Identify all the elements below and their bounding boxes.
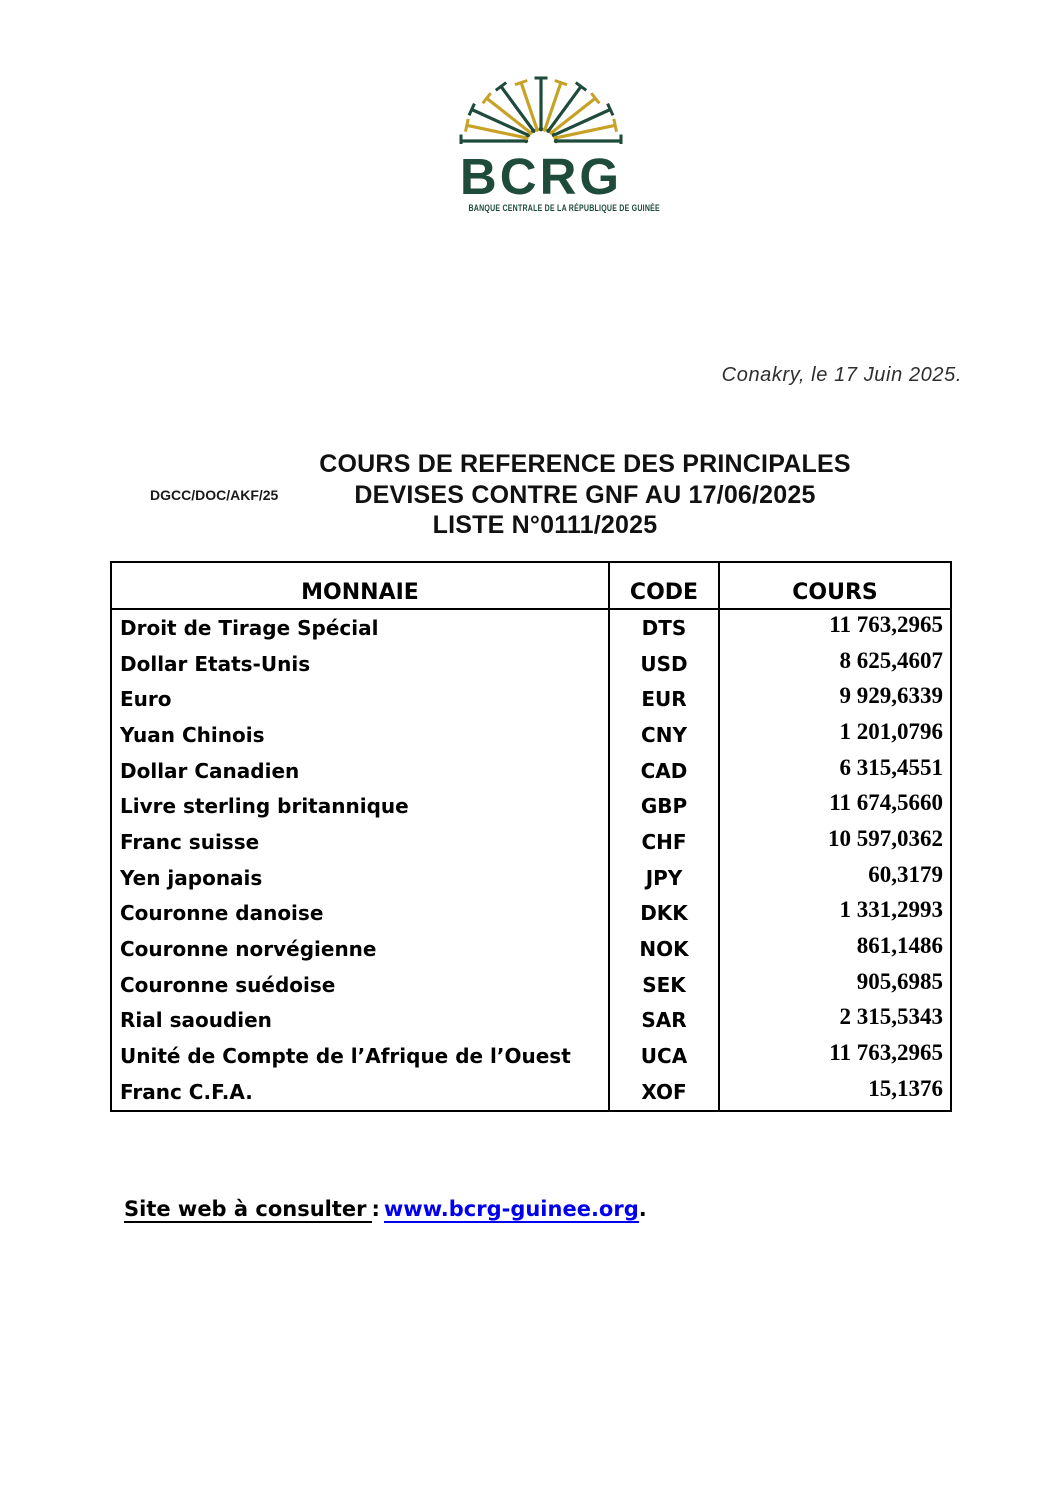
period: . [638, 1197, 647, 1221]
header-monnaie: MONNAIE [301, 580, 419, 605]
title-line-2: DEVISES CONTRE GNF AU 17/06/2025 [354, 480, 816, 509]
website-link[interactable]: www.bcrg-guinee.org [383, 1197, 639, 1221]
cell-code: GBP [608, 788, 720, 824]
cell-cours [720, 681, 950, 717]
cours-value: 6 315,4551 [839, 754, 943, 780]
cell-code: CNY [608, 717, 720, 753]
cell-code: DTS [608, 610, 720, 646]
cell-code: EUR [608, 681, 720, 717]
colon-separator: : [371, 1197, 380, 1221]
cell-cours [720, 824, 950, 860]
table-row [112, 788, 950, 824]
cell-monnaie: Droit de Tirage Spécial [120, 615, 379, 640]
cours-value: 9 929,6339 [839, 683, 943, 709]
cell-cours [720, 860, 950, 896]
bcrg-fan-icon [455, 70, 627, 144]
table-row [112, 824, 950, 860]
bcrg-acronym: BCRG [459, 148, 623, 205]
cours-value: 11 674,5660 [829, 790, 943, 816]
table-row [112, 1074, 950, 1110]
cell-cours [720, 788, 950, 824]
table-row [112, 1003, 950, 1039]
cours-value: 60,3179 [868, 861, 943, 887]
cell-code: XOF [608, 1074, 720, 1110]
cell-monnaie: Dollar Etats-Unis [120, 651, 311, 676]
cell-code: USD [608, 646, 720, 682]
title-line-3: LISTE N°0111/2025 [432, 511, 658, 539]
cell-cours [720, 717, 950, 753]
cell-monnaie: Yen japonais [120, 865, 263, 890]
cell-code: SAR [608, 1003, 720, 1039]
table-row [112, 860, 950, 896]
bcrg-logo [443, 70, 660, 214]
cours-value: 905,6985 [856, 968, 943, 994]
table-row [112, 717, 950, 753]
table-row [112, 1038, 950, 1074]
cours-value: 11 763,2965 [829, 611, 943, 637]
cell-cours [720, 896, 950, 932]
bcrg-tagline: BANQUE CENTRALE DE LA RÉPUBLIQUE DE GUINÉE [468, 203, 660, 214]
cell-cours [720, 610, 950, 646]
cell-code: CAD [608, 753, 720, 789]
cell-monnaie: Yuan Chinois [120, 722, 265, 747]
table-row [112, 896, 950, 932]
cell-cours [720, 931, 950, 967]
cell-monnaie: Euro [120, 687, 172, 712]
cell-code: JPY [608, 860, 720, 896]
cell-monnaie: Couronne danoise [120, 901, 324, 926]
exchange-rate-table [110, 561, 952, 1112]
cell-monnaie: Couronne suédoise [120, 972, 336, 997]
cell-code: CHF [608, 824, 720, 860]
cell-monnaie: Franc C.F.A. [120, 1079, 253, 1104]
table-header-row [112, 563, 950, 610]
cell-monnaie: Dollar Canadien [120, 758, 300, 783]
cours-value: 1 331,2993 [839, 897, 943, 923]
table-row [112, 646, 950, 682]
cell-code: NOK [608, 931, 720, 967]
dateline: Conakry, le 17 Juin 2025. [721, 364, 962, 386]
cell-monnaie: Rial saoudien [120, 1008, 272, 1033]
cours-value: 861,1486 [856, 933, 943, 959]
cell-cours [720, 646, 950, 682]
cours-value: 1 201,0796 [839, 718, 943, 744]
cell-code: UCA [608, 1038, 720, 1074]
header-cours: COURS [792, 580, 878, 605]
cours-value: 15,1376 [868, 1075, 943, 1101]
document-title [285, 449, 885, 541]
cell-monnaie: Franc suisse [120, 829, 260, 854]
cours-value: 11 763,2965 [829, 1040, 943, 1066]
table-row [112, 610, 950, 646]
rates-table-body [112, 610, 950, 1110]
cell-monnaie: Couronne norvégienne [120, 937, 377, 962]
website-line [124, 1197, 647, 1221]
cours-value: 10 597,0362 [828, 825, 943, 851]
website-label: Site web à consulter [124, 1197, 372, 1223]
table-row [112, 753, 950, 789]
header-code: CODE [608, 563, 720, 608]
table-row [112, 967, 950, 1003]
cours-value: 8 625,4607 [839, 647, 943, 673]
cell-code: SEK [608, 967, 720, 1003]
cell-cours [720, 967, 950, 1003]
reference-code: DGCC/DOC/AKF/25 [150, 487, 279, 503]
cours-value: 2 315,5343 [839, 1004, 943, 1030]
cell-cours [720, 1038, 950, 1074]
table-row [112, 681, 950, 717]
table-row [112, 931, 950, 967]
cell-cours [720, 753, 950, 789]
cell-code: DKK [608, 896, 720, 932]
cell-cours [720, 1003, 950, 1039]
cell-monnaie: Unité de Compte de l’Afrique de l’Ouest [120, 1044, 571, 1069]
title-line-1: COURS DE REFERENCE DES PRINCIPALES [319, 450, 851, 478]
cell-cours [720, 1074, 950, 1110]
cell-monnaie: Livre sterling britannique [120, 794, 409, 819]
